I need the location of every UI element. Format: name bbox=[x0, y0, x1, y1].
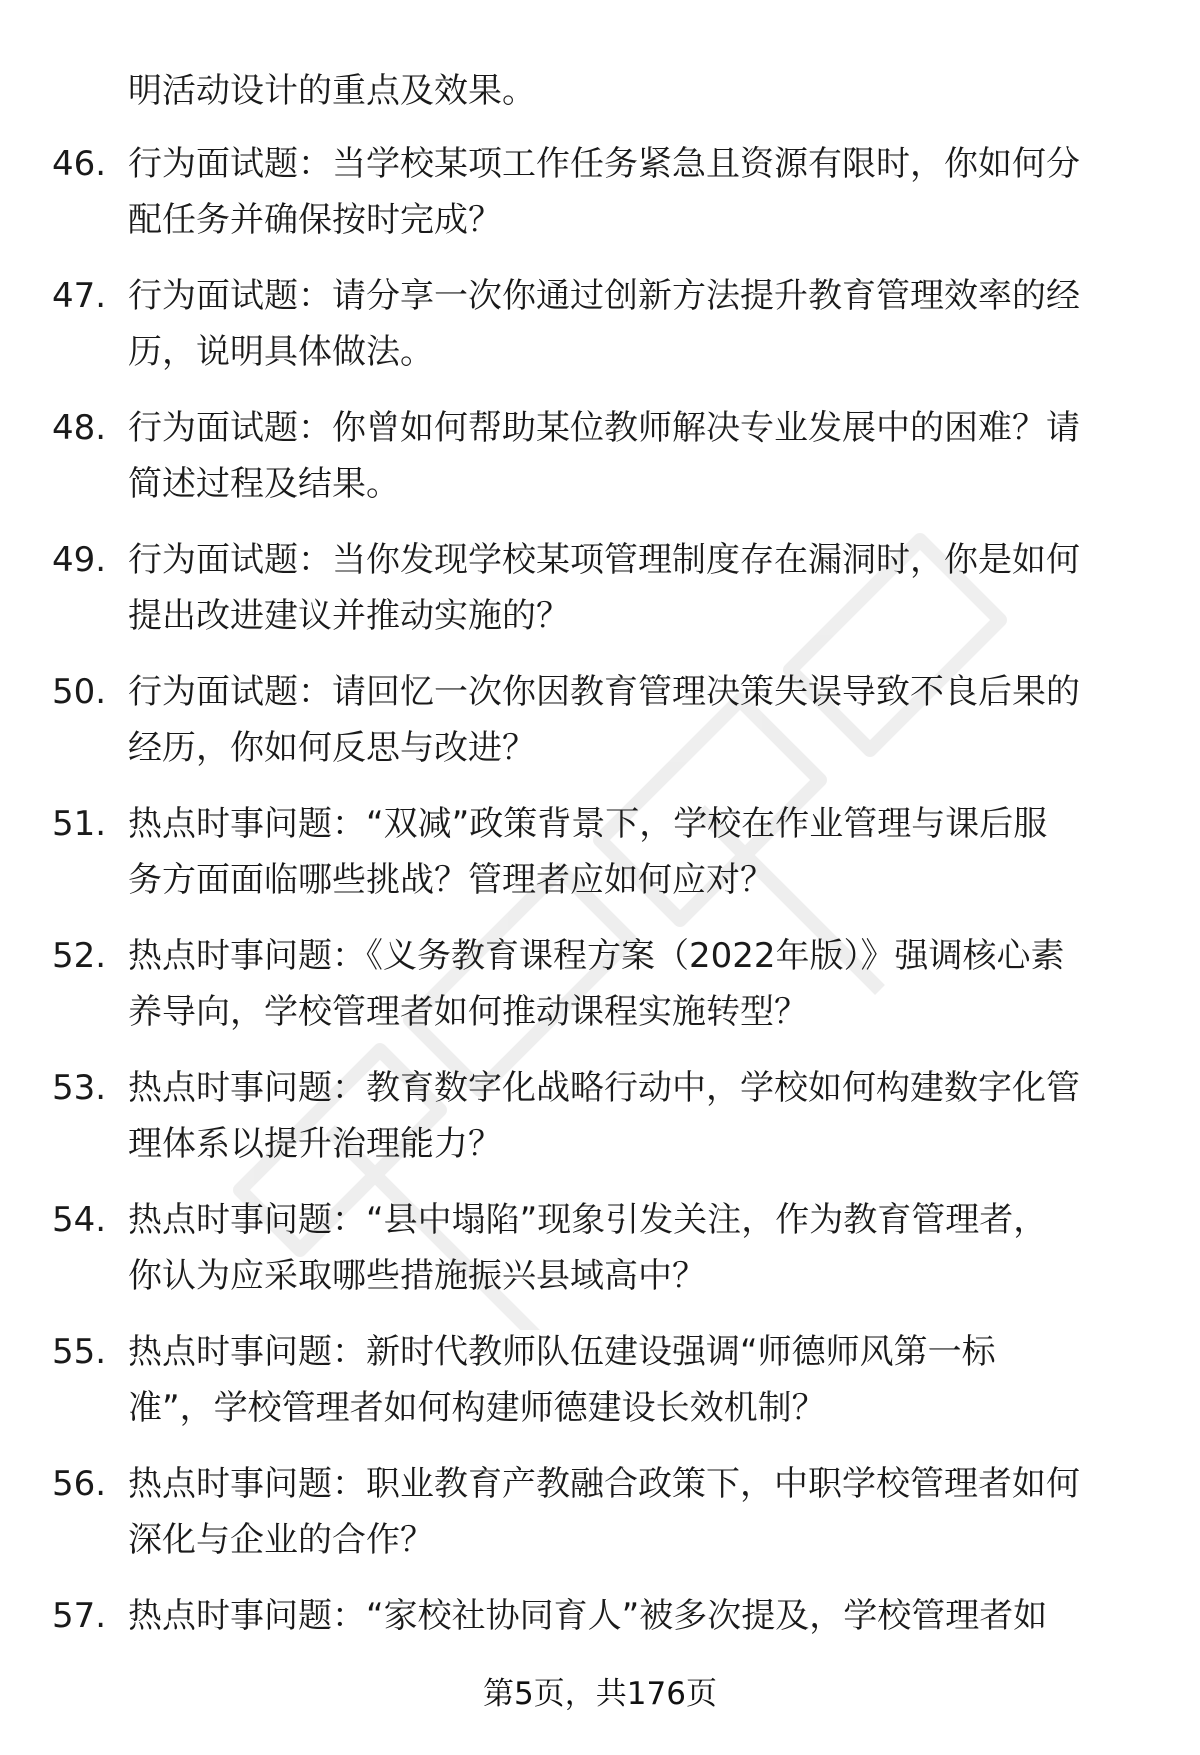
question-line: 经历，你如何反思与改进？ bbox=[128, 728, 536, 768]
question-text bbox=[128, 928, 1153, 1040]
question-line: 理体系以提升治理能力？ bbox=[128, 1124, 502, 1164]
question-text bbox=[128, 1456, 1153, 1568]
question-line: 行为面试题：当学校某项工作任务紧急且资源有限时，你如何分 bbox=[128, 144, 1080, 184]
question-item bbox=[0, 532, 1200, 664]
question-text bbox=[128, 1588, 1153, 1644]
question-line: 热点时事问题：教育数字化战略行动中，学校如何构建数字化管 bbox=[128, 1068, 1080, 1108]
question-line: 热点时事问题：新时代教师队伍建设强调“师德师风第一标 bbox=[128, 1332, 996, 1372]
question-item bbox=[0, 1324, 1200, 1456]
question-line: 提出改进建议并推动实施的？ bbox=[128, 596, 570, 636]
question-number: 52. bbox=[52, 936, 107, 976]
question-text bbox=[128, 268, 1153, 380]
question-line: 热点时事问题：“县中塌陷”现象引发关注，作为教育管理者， bbox=[128, 1200, 1048, 1240]
question-item bbox=[0, 1060, 1200, 1192]
question-line: 准”，学校管理者如何构建师德建设长效机制？ bbox=[128, 1388, 826, 1428]
question-item bbox=[0, 268, 1200, 400]
question-item bbox=[0, 136, 1200, 268]
question-text bbox=[128, 1324, 1153, 1436]
question-line: 配任务并确保按时完成？ bbox=[128, 200, 502, 240]
question-item bbox=[0, 400, 1200, 532]
question-number: 55. bbox=[52, 1332, 107, 1372]
question-number: 48. bbox=[52, 408, 107, 448]
question-item bbox=[0, 664, 1200, 796]
page-footer: 第5页，共176页 bbox=[483, 1676, 717, 1712]
question-text bbox=[128, 532, 1153, 644]
question-line: 热点时事问题：《义务教育课程方案（2022年版）》强调核心素 bbox=[128, 936, 1065, 976]
question-item bbox=[0, 796, 1200, 928]
question-line: 行为面试题：你曾如何帮助某位教师解决专业发展中的困难？请 bbox=[128, 408, 1080, 448]
question-line: 深化与企业的合作？ bbox=[128, 1520, 434, 1560]
continuation-text: 明活动设计的重点及效果。 bbox=[128, 71, 536, 111]
question-line: 务方面面临哪些挑战？管理者应如何应对？ bbox=[128, 860, 774, 900]
question-line: 行为面试题：当你发现学校某项管理制度存在漏洞时，你是如何 bbox=[128, 540, 1080, 580]
question-item bbox=[0, 1456, 1200, 1588]
question-number: 47. bbox=[52, 276, 107, 316]
question-number: 46. bbox=[52, 144, 107, 184]
question-line: 养导向，学校管理者如何推动课程实施转型？ bbox=[128, 992, 808, 1032]
question-number: 50. bbox=[52, 672, 107, 712]
question-text bbox=[128, 1192, 1153, 1304]
question-item bbox=[0, 928, 1200, 1060]
question-line: 简述过程及结果。 bbox=[128, 464, 400, 504]
question-text bbox=[128, 796, 1153, 908]
question-number: 53. bbox=[52, 1068, 107, 1108]
question-list bbox=[0, 136, 1200, 1720]
question-line: 历，说明具体做法。 bbox=[128, 332, 434, 372]
question-item bbox=[0, 1192, 1200, 1324]
question-number: 54. bbox=[52, 1200, 107, 1240]
question-line: 热点时事问题：“家校社协同育人”被多次提及，学校管理者如 bbox=[128, 1596, 1048, 1636]
question-line: 热点时事问题：“双减”政策背景下，学校在作业管理与课后服 bbox=[128, 804, 1048, 844]
question-line: 你认为应采取哪些措施振兴县域高中？ bbox=[128, 1256, 706, 1296]
question-text bbox=[128, 1060, 1153, 1172]
question-number: 56. bbox=[52, 1464, 107, 1504]
question-line: 行为面试题：请分享一次你通过创新方法提升教育管理效率的经 bbox=[128, 276, 1080, 316]
question-number: 57. bbox=[52, 1596, 107, 1636]
question-line: 热点时事问题：职业教育产教融合政策下，中职学校管理者如何 bbox=[128, 1464, 1080, 1504]
question-line: 行为面试题：请回忆一次你因教育管理决策失误导致不良后果的 bbox=[128, 672, 1080, 712]
question-text bbox=[128, 400, 1153, 512]
question-number: 49. bbox=[52, 540, 107, 580]
question-text bbox=[128, 664, 1153, 776]
question-text bbox=[128, 136, 1153, 248]
question-number: 51. bbox=[52, 804, 107, 844]
